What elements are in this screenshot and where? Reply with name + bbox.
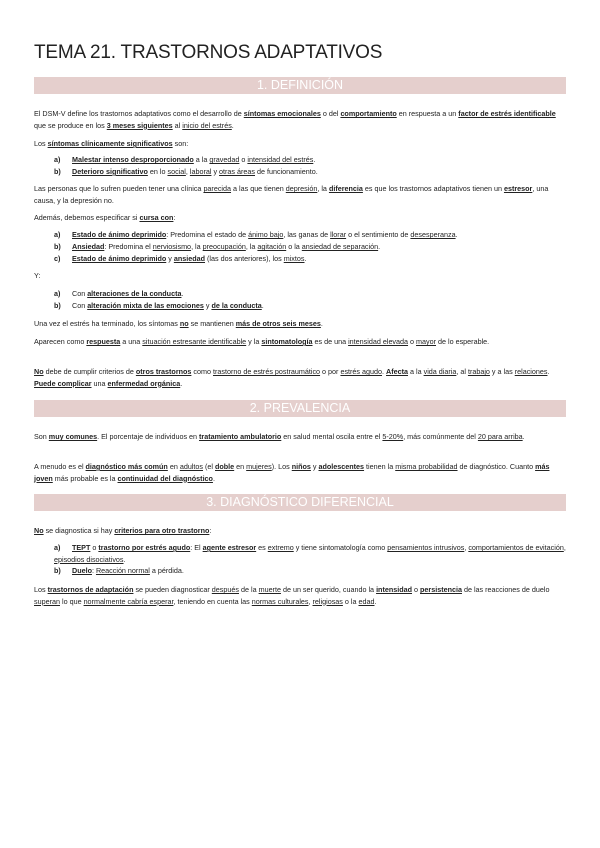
text-run: Son: [34, 432, 49, 441]
list-marker: a): [54, 230, 61, 239]
emphasis-text: ansiedad: [173, 254, 206, 263]
text-run: : Predomina el: [104, 242, 153, 251]
text-run: El DSM-V define los trastornos adaptativos como el desarrollo de: [34, 109, 244, 118]
text-run: al: [172, 120, 183, 130]
text-run: de lo esperable.: [436, 337, 490, 346]
text-run: a la: [408, 367, 424, 376]
text-run: .: [180, 378, 183, 388]
underlined-text: situación estresante identificable: [142, 337, 247, 346]
emphasis-text: Duelo: [72, 566, 92, 575]
text-run: en: [234, 462, 247, 471]
text-run: ,: [185, 167, 190, 176]
emphasis-text: 3 meses siguientes: [106, 120, 173, 130]
list-marker: b): [54, 566, 61, 575]
underlined-text: superan: [34, 596, 60, 606]
underlined-text: parecida: [203, 184, 232, 193]
text-run: , teniendo en cuenta las: [173, 596, 252, 606]
emphasis-text: no: [179, 319, 189, 328]
underlined-text: intensidad elevada: [348, 337, 409, 346]
underlined-text: inicio del estrés: [182, 120, 232, 130]
underlined-text: trastorno de estrés postraumático: [212, 367, 321, 376]
underlined-text: religiosas: [312, 596, 343, 606]
list-item: [54, 241, 566, 253]
text-run: se pueden diagnosticar: [133, 585, 212, 594]
emphasis-text: otros trastornos: [135, 367, 192, 376]
underlined-text: gravedad: [209, 155, 240, 164]
emphasis-text: niños: [291, 462, 311, 471]
emphasis-text: diferencia: [328, 184, 363, 193]
emphasis-text: estresor: [503, 184, 533, 193]
underlined-text: adultos: [179, 462, 204, 471]
paragraph: [34, 270, 566, 282]
text-run: . El porcentaje de individuos en: [97, 432, 200, 441]
list-item: [54, 166, 566, 178]
list-item-text: [72, 566, 184, 575]
emphasis-text: trastornos de adaptación: [47, 585, 134, 594]
underlined-text: Reacción normal: [95, 566, 150, 575]
underlined-text: mujeres: [246, 462, 272, 471]
text-run: .: [304, 254, 307, 263]
underlined-text: vida diaria: [423, 367, 457, 376]
text-run: o el sentimiento de: [346, 230, 411, 239]
text-run: a pérdida.: [149, 566, 184, 575]
emphasis-text: tratamiento ambulatorio: [199, 432, 282, 441]
underlined-text: relaciones: [514, 367, 548, 376]
underlined-text: comportamientos de evitación: [468, 543, 564, 552]
text-run: o del: [320, 109, 341, 118]
underlined-text: laboral: [189, 167, 212, 176]
text-run: .: [231, 120, 234, 130]
underlined-text: agitación: [257, 242, 287, 251]
list-item-text: [72, 230, 458, 239]
list-item-text: [72, 289, 183, 298]
emphasis-text: Puede complicar: [34, 378, 92, 388]
text-run: es de una: [312, 337, 349, 346]
text-run: , más comúnmente del: [403, 432, 478, 441]
list-marker: b): [54, 301, 61, 310]
paragraph: [34, 336, 566, 348]
list-marker: c): [54, 254, 61, 263]
emphasis-text: agente estresor: [202, 543, 257, 552]
text-run: en: [167, 462, 180, 471]
text-run: , al: [456, 367, 468, 376]
emphasis-text: síntomas emocionales: [243, 109, 321, 118]
text-run: se mantienen: [188, 319, 236, 328]
paragraph: [34, 431, 566, 443]
list-marker: b): [54, 167, 61, 176]
text-run: o la: [342, 596, 359, 606]
text-run: de las reacciones de duelo: [461, 585, 550, 594]
underlined-text: normalmente cabría esperar: [83, 596, 174, 606]
text-run: Los: [34, 585, 48, 594]
paragraph: [34, 525, 566, 537]
list-item: [54, 154, 566, 166]
emphasis-text: más joven: [34, 462, 550, 483]
text-run: o: [90, 543, 99, 552]
emphasis-text: continuidad del diagnóstico: [117, 473, 213, 483]
list-item: [54, 253, 566, 265]
underlined-text: social: [167, 167, 186, 176]
underlined-text: estrés agudo: [340, 367, 383, 376]
list-item: [54, 565, 566, 577]
underlined-text: edad: [358, 596, 375, 606]
paragraph: [34, 461, 566, 484]
emphasis-text: No: [34, 367, 44, 376]
emphasis-text: Malestar intenso desproporcionado: [72, 155, 194, 164]
text-run: de la: [238, 585, 259, 594]
list-item-text: [54, 543, 566, 564]
text-run: en lo: [147, 167, 168, 176]
emphasis-text: intensidad: [376, 585, 413, 594]
text-run: , las ganas de: [283, 230, 331, 239]
paragraph: [34, 584, 566, 607]
underlined-text: 20 para arriba: [477, 432, 523, 441]
text-run: como: [191, 367, 213, 376]
underlined-text: después: [211, 585, 239, 594]
text-run: y: [310, 462, 319, 471]
list-marker: b): [54, 242, 61, 251]
text-run: de funcionamiento.: [255, 167, 318, 176]
text-run: : El: [190, 543, 203, 552]
emphasis-text: cursa con: [139, 213, 174, 222]
text-run: lo que: [59, 596, 84, 606]
text-run: de un ser querido, cuando la: [280, 585, 377, 594]
underlined-text: extremo: [267, 543, 294, 552]
paragraph: [34, 138, 566, 150]
text-run: más probable es la: [52, 473, 118, 483]
text-run: o: [412, 585, 421, 594]
paragraph: [34, 318, 566, 330]
emphasis-text: alteración mixta de las emociones: [87, 301, 204, 310]
underlined-text: normas culturales: [251, 596, 309, 606]
text-run: Y:: [34, 271, 41, 280]
text-run: .: [261, 301, 264, 310]
text-run: .: [313, 155, 316, 164]
emphasis-text: TEPT: [72, 543, 91, 552]
emphasis-text: Estado de ánimo deprimido: [72, 230, 167, 239]
list-item-text: [72, 242, 380, 251]
text-run: .: [374, 596, 377, 606]
text-run: ). Los: [271, 462, 292, 471]
underlined-text: muerte: [258, 585, 281, 594]
text-run: y la: [246, 337, 262, 346]
text-run: a una: [120, 337, 143, 346]
emphasis-text: criterios para otro trastorno: [114, 526, 210, 535]
list-marker: a): [54, 289, 61, 298]
text-run: una: [91, 378, 108, 388]
text-run: o: [239, 155, 248, 164]
page-title: TEMA 21. TRASTORNOS ADAPTATIVOS: [34, 42, 383, 63]
text-run: es que los trastornos adaptativos tienen un: [362, 184, 504, 193]
emphasis-text: alteraciones de la conducta: [87, 289, 182, 298]
text-run: , la: [245, 242, 258, 251]
text-run: Con: [72, 301, 88, 310]
underlined-text: 5-20%: [382, 432, 404, 441]
text-run: :: [209, 526, 212, 535]
emphasis-text: comportamiento: [340, 109, 397, 118]
text-run: (las dos anteriores), los: [205, 254, 284, 263]
text-run: : Predomina el estado de: [166, 230, 249, 239]
text-run: , una causa, y la depresión no.: [34, 184, 549, 205]
text-run: tienen la: [364, 462, 396, 471]
text-run: ,: [464, 543, 469, 552]
text-run: es: [256, 543, 268, 552]
text-run: a las que tienen: [231, 184, 286, 193]
text-run: Las personas que lo sufren pueden tener una clínica: [34, 184, 204, 193]
text-run: y a las: [489, 367, 515, 376]
text-run: y: [203, 301, 212, 310]
underlined-text: nerviosismo: [152, 242, 192, 251]
text-run: .: [522, 432, 525, 441]
text-run: (el: [203, 462, 215, 471]
text-run: , la: [317, 184, 329, 193]
list-item-text: [72, 254, 307, 263]
emphasis-text: doble: [215, 462, 235, 471]
text-run: a la: [193, 155, 210, 164]
paragraph: [34, 108, 566, 131]
text-run: :: [91, 566, 96, 575]
underlined-text: ansiedad de separación: [301, 242, 379, 251]
emphasis-text: persistencia: [420, 585, 462, 594]
text-run: se diagnostica si hay: [43, 526, 115, 535]
text-run: y: [166, 254, 174, 263]
text-run: en salud mental oscila entre el: [281, 432, 383, 441]
underlined-text: intensidad del estrés: [247, 155, 314, 164]
section-heading-definicion: 1. DEFINICIÓN: [34, 77, 566, 94]
text-run: en respuesta a un: [396, 109, 459, 118]
emphasis-text: sintomatología: [261, 337, 313, 346]
text-run: .: [378, 242, 381, 251]
emphasis-text: No: [34, 526, 44, 535]
emphasis-text: diagnóstico más común: [85, 462, 168, 471]
list-item-text: [72, 301, 264, 310]
text-run: ,: [308, 596, 313, 606]
text-run: .: [123, 554, 126, 564]
text-run: y: [211, 167, 220, 176]
emphasis-text: adolescentes: [318, 462, 365, 471]
list-item: [54, 542, 566, 565]
text-run: ,: [563, 543, 566, 552]
underlined-text: mayor: [416, 337, 437, 346]
text-run: debe de cumplir criterios de: [43, 367, 136, 376]
emphasis-text: factor de estrés identificable: [458, 109, 556, 118]
emphasis-text: muy comunes: [48, 432, 98, 441]
text-run: Aparecen como: [34, 337, 87, 346]
text-run: Además, debemos especificar si: [34, 213, 140, 222]
list-item-text: [72, 167, 318, 176]
text-run: o la: [286, 242, 302, 251]
list-marker: a): [54, 155, 61, 164]
emphasis-text: trastorno por estrés agudo: [98, 543, 191, 552]
emphasis-text: síntomas clínicamente significativos: [47, 139, 173, 148]
emphasis-text: de la conducta: [211, 301, 262, 310]
list-item-text: [72, 155, 315, 164]
text-run: o: [408, 337, 417, 346]
list-marker: a): [54, 543, 61, 552]
paragraph: [34, 212, 566, 224]
underlined-text: desesperanza: [410, 230, 456, 239]
text-run: de diagnóstico. Cuanto: [457, 462, 536, 471]
paragraph: [34, 366, 566, 389]
underlined-text: depresión: [285, 184, 318, 193]
text-run: Con: [72, 289, 88, 298]
list-item: [54, 229, 566, 241]
text-run: Una vez el estrés ha terminado, los síntomas: [34, 319, 180, 328]
emphasis-text: más de otros seis meses: [235, 319, 321, 328]
emphasis-text: Estado de ánimo deprimido: [72, 254, 167, 263]
underlined-text: mixtos: [283, 254, 305, 263]
underlined-text: pensamientos intrusivos: [387, 543, 465, 552]
underlined-text: ánimo bajo: [248, 230, 284, 239]
underlined-text: episodios disociativos: [54, 554, 124, 564]
text-run: .: [547, 367, 550, 376]
emphasis-text: enfermedad orgánica: [107, 378, 181, 388]
text-run: y tiene sintomatología como: [293, 543, 388, 552]
text-run: .: [181, 289, 184, 298]
underlined-text: otras áreas: [219, 167, 256, 176]
text-run: Los: [34, 139, 48, 148]
text-run: :: [173, 213, 176, 222]
text-run: .: [320, 319, 323, 328]
list-item: [54, 288, 566, 300]
section-heading-diagnostico-diferencial: 3. DIAGNÓSTICO DIFERENCIAL: [34, 494, 566, 511]
emphasis-text: Ansiedad: [72, 242, 105, 251]
text-run: .: [455, 230, 458, 239]
emphasis-text: Deterioro significativo: [72, 167, 148, 176]
text-run: , la: [191, 242, 203, 251]
underlined-text: trabajo: [467, 367, 490, 376]
paragraph: [34, 183, 566, 206]
text-run: A menudo es el: [34, 462, 86, 471]
section-heading-prevalencia: 2. PREVALENCIA: [34, 400, 566, 417]
emphasis-text: Afecta: [386, 367, 408, 376]
underlined-text: misma probabilidad: [395, 462, 458, 471]
text-run: o por: [320, 367, 341, 376]
underlined-text: preocupación: [202, 242, 246, 251]
list-item: [54, 300, 566, 312]
text-run: .: [212, 473, 215, 483]
text-run: .: [382, 367, 387, 376]
text-run: que se produce en los: [34, 120, 107, 130]
emphasis-text: respuesta: [86, 337, 121, 346]
underlined-text: llorar: [330, 230, 347, 239]
text-run: son:: [172, 139, 189, 148]
